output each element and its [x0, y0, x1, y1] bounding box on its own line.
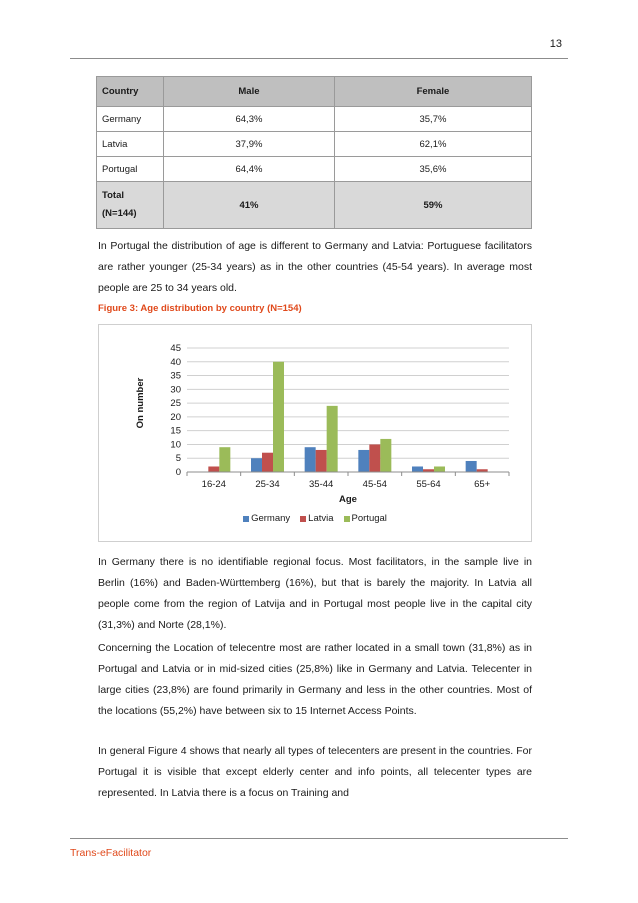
y-tick-label: 5: [175, 453, 181, 465]
header-male: Male: [164, 77, 335, 107]
x-tick-label: 16-24: [201, 479, 226, 490]
y-tick-label: 15: [170, 425, 181, 437]
x-tick-label: 55-64: [416, 479, 441, 490]
footer-rule: [70, 838, 568, 839]
x-tick-label: 45-54: [362, 479, 387, 490]
y-tick-label: 30: [170, 384, 181, 396]
y-tick-label: 20: [170, 411, 181, 423]
total-label-line2: (N=144): [102, 208, 137, 219]
bar-portugal-25-34: [273, 362, 284, 472]
legend-label: Germany: [251, 513, 291, 524]
cell-female: 35,6%: [334, 157, 531, 182]
legend-item-germany: [243, 513, 290, 524]
y-tick-label: 0: [175, 467, 181, 478]
bar-latvia-16-24: [208, 466, 219, 472]
bar-portugal-35-44: [327, 406, 338, 472]
total-label-line1: Total: [102, 190, 124, 201]
bar-portugal-55-64: [434, 466, 445, 472]
cell-male: 64,4%: [164, 157, 335, 182]
y-tick-label: 40: [170, 356, 181, 368]
legend-item-portugal: [344, 513, 387, 524]
chart-legend: [99, 513, 531, 524]
bar-latvia-25-34: [262, 453, 273, 472]
bar-portugal-45-54: [380, 439, 391, 472]
table-total-row: [97, 182, 532, 229]
legend-swatch-germany: [243, 516, 249, 522]
legend-swatch-portugal: [344, 516, 350, 522]
table-row: [97, 107, 532, 132]
page-number: 13: [549, 38, 562, 50]
y-tick-label: 35: [170, 370, 181, 382]
bar-germany-55-64: [412, 466, 423, 472]
cell-female: 62,1%: [334, 132, 531, 157]
cell-country: Portugal: [97, 157, 164, 182]
gender-table: [96, 76, 532, 229]
cell-total-label: [97, 182, 164, 229]
bar-germany-35-44: [305, 447, 316, 472]
bar-latvia-35-44: [316, 450, 327, 472]
paragraph-regional-focus: In Germany there is no identifiable regional focus. Most facilitators, in the sample live in Berlin (16%) and Baden-Württemberg (16%), but that is barely the majority. In Latvia all people come from the region of Latvija and in Portugal most people live in the capital city (31,3%) and Norte (28,1%).: [98, 556, 532, 631]
chart-gridlines: [187, 348, 509, 458]
figure-caption: Figure 3: Age distribution by country (N=154): [98, 303, 302, 314]
legend-label: Portugal: [351, 513, 387, 524]
cell-male: 37,9%: [164, 132, 335, 157]
legend-item-latvia: [300, 513, 333, 524]
bar-germany-25-34: [251, 458, 262, 472]
cell-male: 64,3%: [164, 107, 335, 132]
x-tick-label: 25-34: [255, 479, 280, 490]
legend-swatch-latvia: [300, 516, 306, 522]
age-chart: [98, 324, 532, 542]
table-row: [97, 157, 532, 182]
y-tick-label: 10: [170, 439, 181, 451]
bar-latvia-45-54: [369, 444, 380, 472]
paragraph-age-distribution: In Portugal the distribution of age is different to Germany and Latvia: Portuguese facilitators are rather younger (25-34 years) as in the other countries (45-54 years). In average most people are 25 to 34 years old.: [98, 240, 532, 294]
header-rule: [70, 58, 568, 59]
bar-germany-45-54: [358, 450, 369, 472]
paragraph-telecenter-types: In general Figure 4 shows that nearly all types of telecenters are present in the countries. For Portugal it is visible that except elderly center and info points, all telecenter types are represented. In Latvia there is a focus on Training and: [98, 745, 532, 799]
chart-svg: [99, 325, 531, 541]
table-row: [97, 132, 532, 157]
cell-total-male: 41%: [164, 182, 335, 229]
cell-female: 35,7%: [334, 107, 531, 132]
y-tick-label: 25: [170, 398, 181, 410]
paragraph-location: Concerning the Location of telecentre most are rather located in a small town (31,8%) as in Portugal and Latvia or in mid-sized cities (25,8%) like in Germany and Latvia. Telecenter in large cities (23,8%) are found primarily in Germany and less in the other countries. Most of the locations (55,2%) have between six to 15 Internet Access Points.: [98, 642, 532, 717]
x-tick-label: 65+: [474, 479, 491, 490]
x-axis-title: Age: [339, 494, 357, 505]
x-tick-label: 35-44: [309, 479, 334, 490]
header-female: Female: [334, 77, 531, 107]
bar-portugal-16-24: [219, 447, 230, 472]
header-country: Country: [97, 77, 164, 107]
cell-country: Latvia: [97, 132, 164, 157]
y-axis-title: On number: [135, 377, 146, 429]
legend-label: Latvia: [308, 513, 334, 524]
y-tick-label: 45: [170, 343, 181, 354]
cell-total-female: 59%: [334, 182, 531, 229]
cell-country: Germany: [97, 107, 164, 132]
bar-germany-65+: [466, 461, 477, 472]
table-header-row: [97, 77, 532, 107]
footer-title: Trans-eFacilitator: [70, 847, 152, 859]
